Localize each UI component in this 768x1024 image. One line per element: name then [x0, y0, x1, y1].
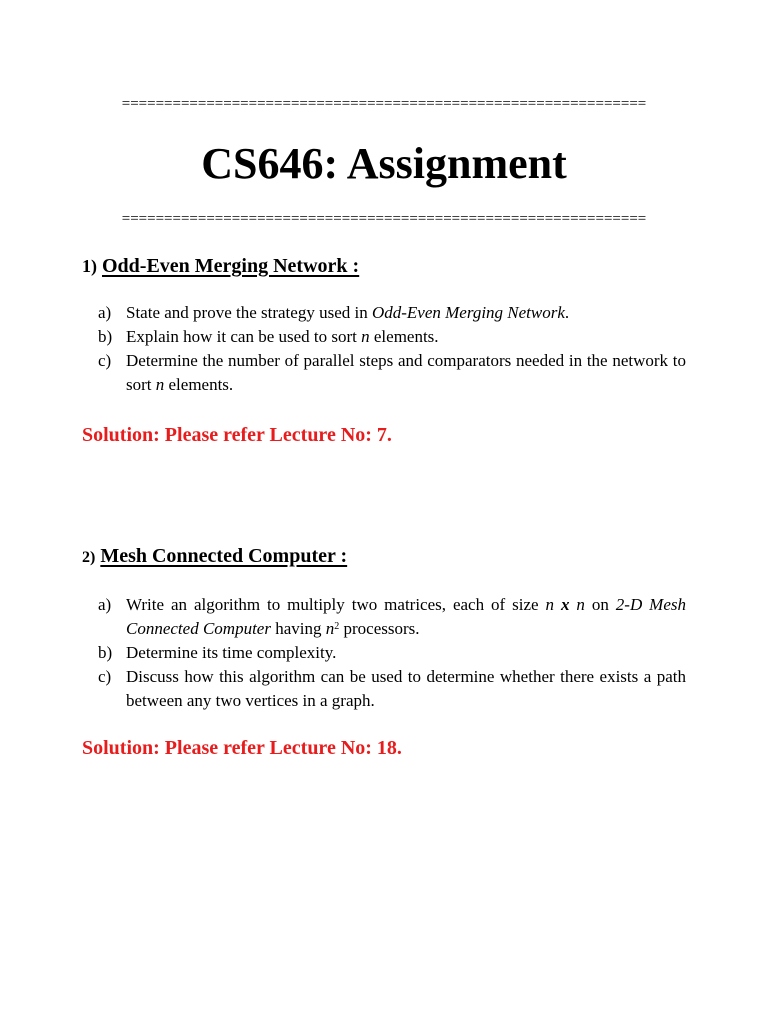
section-2-solution: Solution: Please refer Lecture No: 18. — [82, 737, 402, 759]
item-marker: c) — [98, 351, 112, 370]
item-text: Write an algorithm to multiply two matrices, each of size n x n on 2-D Mesh Connected Computer having $n^2$ processors. — [126, 595, 687, 638]
section-1-solution: Solution: Please refer Lecture No: 7. — [82, 424, 392, 446]
item-text: Explain how it can be used to sort n elements. — [126, 327, 439, 346]
section-1-title: Odd-Even Merging Network : — [102, 255, 360, 277]
question-item — [98, 325, 686, 349]
question-item — [98, 641, 686, 665]
item-text: Determine the number of parallel steps and comparators needed in the network to sort n elements. — [126, 351, 686, 394]
item-text: Discuss how this algorithm can be used to determine whether there exists a path between any two vertices in a graph. — [126, 667, 686, 710]
bottom-divider: ============================================================== — [121, 211, 647, 227]
item-marker: a) — [98, 303, 112, 322]
question-item — [98, 665, 686, 713]
item-marker: c) — [98, 667, 112, 686]
section-2-title: Mesh Connected Computer : — [100, 545, 348, 567]
question-item — [98, 349, 686, 397]
section-2-questions — [98, 593, 686, 713]
item-marker: a) — [98, 595, 112, 614]
item-marker: b) — [98, 643, 113, 662]
question-item — [98, 301, 686, 325]
section-1-number: 1) — [82, 256, 97, 276]
top-divider: ============================================================== — [121, 96, 647, 112]
question-item — [98, 593, 686, 641]
page-title: CS646: Assignment — [201, 139, 567, 188]
section-2-heading — [82, 544, 347, 570]
item-marker: b) — [98, 327, 113, 346]
item-text: State and prove the strategy used in Odd-Even Merging Network. — [126, 303, 570, 322]
section-1-heading — [82, 254, 359, 278]
section-2-number: 2) — [82, 549, 96, 566]
section-1-questions — [98, 301, 686, 397]
item-text: Determine its time complexity. — [126, 643, 337, 662]
